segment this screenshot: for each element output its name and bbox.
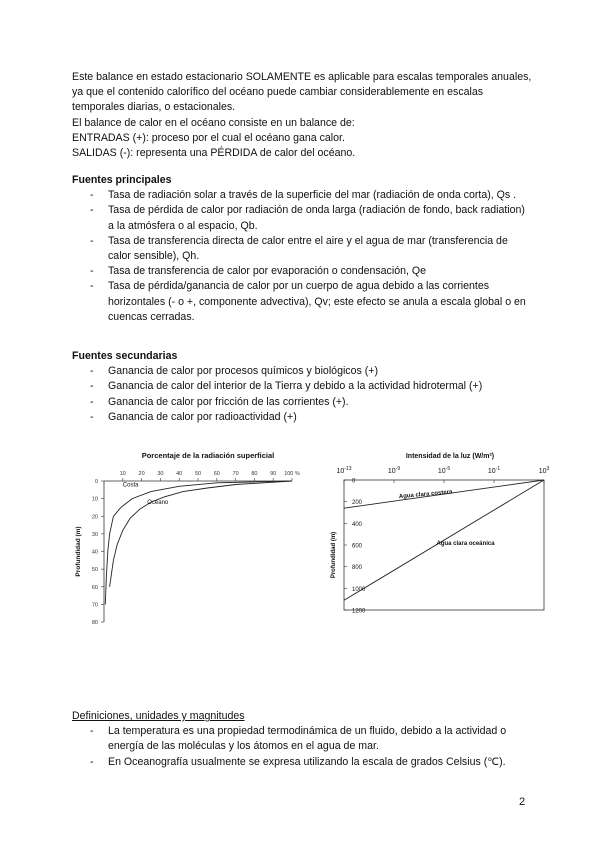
x-tick-label: 100 % — [284, 471, 300, 477]
y-tick-label: 70 — [91, 602, 98, 609]
list-item: - Ganancia de calor del interior de la Tierra y debido a la actividad hidrotermal (+) — [108, 379, 532, 394]
intro-paragraph-2: El balance de calor en el océano consiste en un balance de: — [72, 116, 355, 129]
y-tick-label: 200 — [352, 500, 363, 507]
chart-title: Intensidad de la luz (W/m²) — [405, 453, 495, 460]
y-tick-label: 80 — [91, 620, 98, 626]
fuentes-principales-section — [72, 173, 532, 325]
definiciones-heading: Definiciones, unidades y magnitudes — [72, 710, 245, 722]
y-tick-label: 60 — [91, 584, 98, 591]
costera-series-label: Agua clara costera — [398, 489, 453, 501]
radiation-percentage-chart — [68, 448, 308, 628]
list-item: - Ganancia de calor por fricción de las corrientes (+). — [108, 395, 532, 410]
x-tick-label: 90 — [270, 471, 277, 477]
x-tick-label: $10^{-13}$ — [336, 466, 352, 475]
x-tick-label: 70 — [232, 471, 239, 477]
costa-series-label: Costa — [122, 482, 139, 489]
y-tick-label: 400 — [352, 521, 363, 528]
y-tick-label: 0 — [94, 479, 98, 485]
y-axis-label: Profundidad (m) — [75, 526, 82, 577]
fuentes-secundarias-heading: Fuentes secundarias — [72, 350, 178, 362]
list-item: - Tasa de pérdida/ganancia de calor por un cuerpo de agua debido a las corrientes horizontales (- o +, componente advectiva), Qv; este efecto se anula a escala global o en cuencas cerradas. — [108, 279, 532, 325]
page-number: 2 — [519, 796, 526, 808]
salidas-text: SALIDAS (-): representa una PÉRDIDA de calor del océano. — [72, 147, 356, 160]
list-item: - Ganancia de calor por radioactividad (+) — [108, 410, 532, 425]
fuentes-principales-heading: Fuentes principales — [72, 174, 172, 186]
y-tick-label: 600 — [352, 543, 363, 550]
chart-title: Porcentaje de la radiación superficial — [141, 451, 275, 460]
y-axis-label: Profundidad (m) — [331, 531, 337, 579]
y-tick-label: 30 — [91, 531, 98, 538]
light-intensity-chart — [330, 448, 560, 620]
entradas-text: ENTRADAS (+): proceso por el cual el océano gana calor. — [72, 131, 345, 144]
list-item: - En Oceanografía usualmente se expresa utilizando la escala de grados Celsius (℃). — [108, 755, 532, 770]
oceano-series-label: Océano — [147, 499, 169, 506]
x-tick-label: $10^{-9}$ — [387, 466, 401, 475]
x-tick-label: 80 — [251, 471, 258, 477]
costa-curve — [105, 481, 292, 604]
fuentes-secundarias-list — [72, 364, 532, 425]
x-tick-label: $10^{-5}$ — [437, 466, 451, 475]
y-tick-label: 10 — [91, 496, 98, 503]
x-tick-label: 10 — [119, 471, 126, 477]
y-tick-label: 800 — [352, 565, 363, 572]
x-tick-label: 40 — [176, 471, 183, 477]
y-tick-label: 1000 — [352, 586, 366, 593]
x-tick-label: $10^{-1}$ — [487, 466, 501, 475]
x-tick-label: 20 — [138, 471, 145, 477]
x-tick-label: 60 — [213, 471, 220, 477]
x-tick-label: $10^3$ — [538, 466, 550, 475]
fuentes-principales-list — [72, 188, 532, 325]
definiciones-section — [72, 709, 532, 770]
list-item: - Tasa de pérdida de calor por radiación de onda larga (radiación de fondo, back radiation) a la atmósfera o al espacio, Qb. — [108, 203, 532, 233]
intro-paragraph-1: Este balance en estado estacionario SOLAMENTE es aplicable para escalas temporales anuales, ya que el contenido calorífico del océano puede cambiar considerablemente en escalas temporales diarias, o estacionales. — [72, 71, 532, 114]
list-item: - La temperatura es una propiedad termodinámica de un fluido, debido a la actividad o energía de las moléculas y los átomos en el agua de mar. — [108, 724, 532, 754]
list-item: - Tasa de radiación solar a través de la superficie del mar (radiación de onda corta), Qs . — [108, 188, 532, 203]
x-tick-label: 50 — [194, 471, 202, 477]
x-tick-label: 30 — [157, 471, 164, 477]
list-item: - Tasa de transferencia de calor por evaporación o condensación, Qe — [108, 264, 532, 279]
intro-section — [72, 70, 532, 161]
y-tick-label: 40 — [91, 549, 98, 556]
list-item: - Tasa de transferencia directa de calor entre el aire y el agua de mar (transferencia de calor sensible), Qh. — [108, 234, 532, 264]
y-tick-label: 20 — [91, 514, 98, 521]
list-item: - Ganancia de calor por procesos químicos y biológicos (+) — [108, 364, 532, 379]
fuentes-secundarias-section — [72, 349, 532, 425]
y-tick-label: 1200 — [352, 608, 366, 615]
definiciones-list — [72, 724, 532, 770]
oceanica-series-label: Agua clara oceánica — [436, 541, 495, 547]
y-tick-label: 0 — [352, 478, 356, 485]
y-tick-label: 50 — [91, 567, 98, 574]
